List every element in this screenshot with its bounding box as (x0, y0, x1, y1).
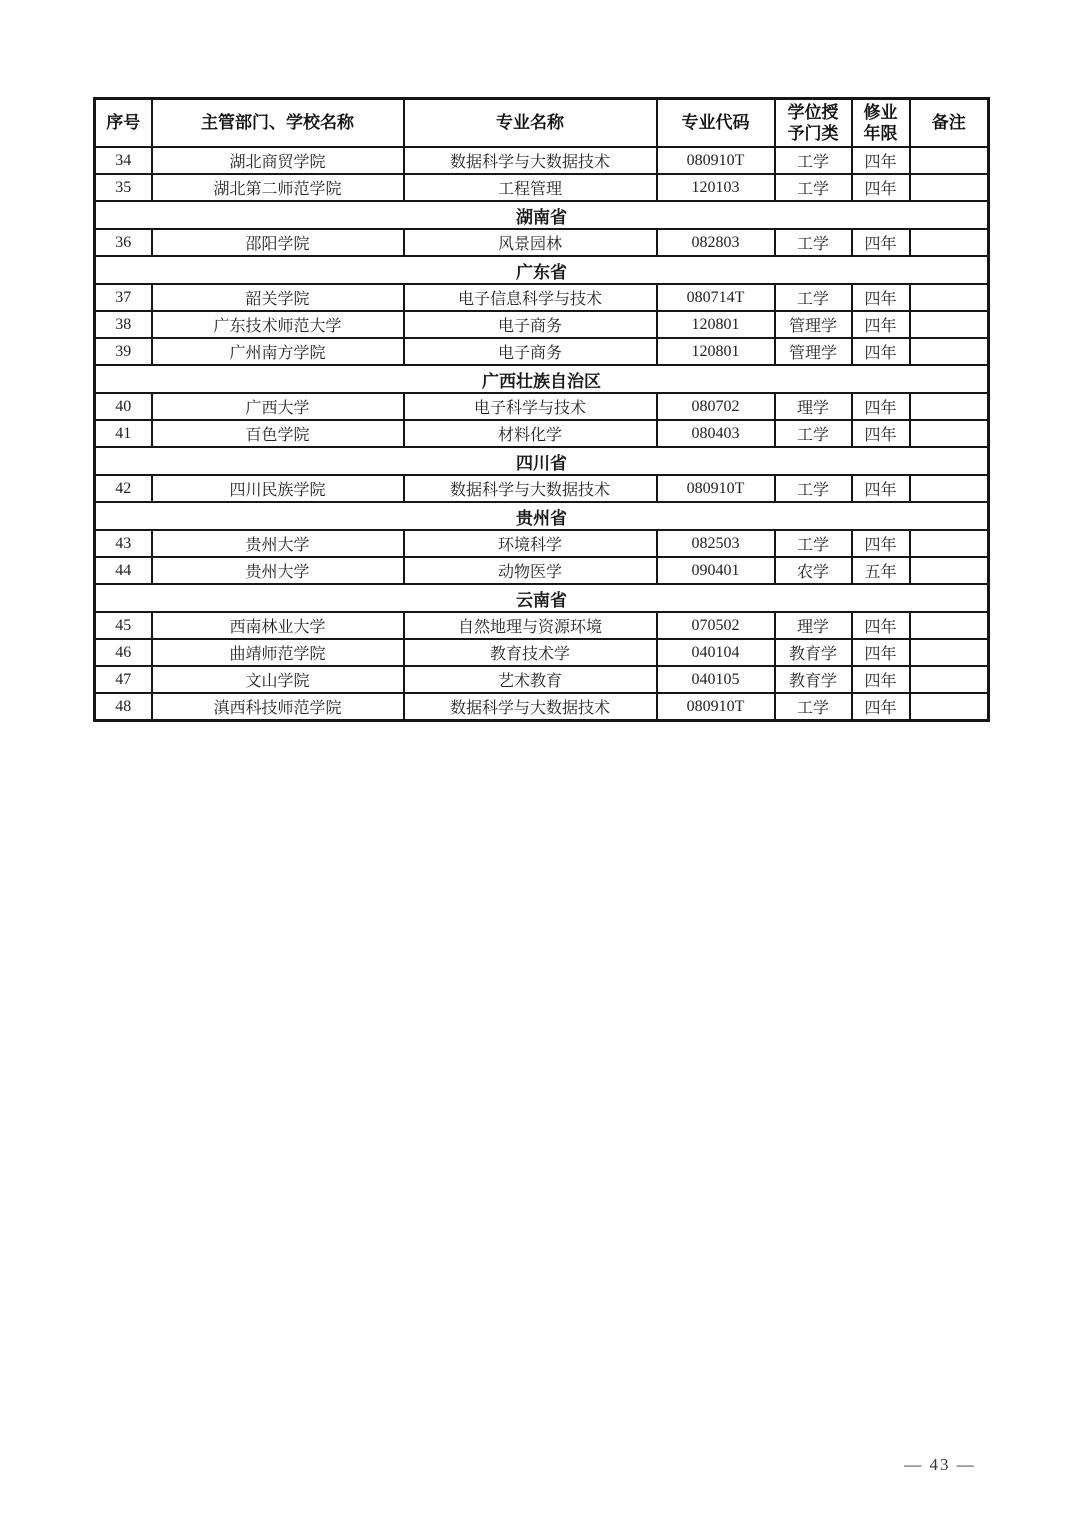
header-cell-note (910, 99, 989, 148)
cell-years: 四年 (852, 612, 910, 639)
cell-major: 材料化学 (404, 420, 657, 447)
header-label: 专业名称 (496, 113, 564, 133)
cell-note (910, 229, 989, 256)
cell-years: 四年 (852, 174, 910, 201)
table-row (95, 284, 989, 311)
table-row (95, 475, 989, 502)
table-row (95, 174, 989, 201)
header-cell-no (95, 99, 152, 148)
cell-code: 080403 (657, 420, 775, 447)
cell-degree: 农学 (775, 557, 852, 584)
cell-code: 040104 (657, 639, 775, 666)
section-row (95, 365, 989, 393)
cell-no: 38 (95, 311, 152, 338)
cell-years: 四年 (852, 393, 910, 420)
header-label: 主管部门、学校名称 (201, 113, 354, 133)
cell-degree: 教育学 (775, 639, 852, 666)
section-row (95, 447, 989, 475)
cell-years: 四年 (852, 229, 910, 256)
cell-no: 42 (95, 475, 152, 502)
cell-major: 自然地理与资源环境 (404, 612, 657, 639)
cell-years: 四年 (852, 693, 910, 721)
table-row (95, 557, 989, 584)
cell-years: 五年 (852, 557, 910, 584)
cell-note (910, 639, 989, 666)
table-header (95, 99, 989, 148)
cell-code: 040105 (657, 666, 775, 693)
cell-major: 艺术教育 (404, 666, 657, 693)
cell-years: 四年 (852, 530, 910, 557)
cell-years: 四年 (852, 666, 910, 693)
cell-degree: 工学 (775, 147, 852, 174)
header-cell-code (657, 99, 775, 148)
header-row (95, 99, 989, 148)
table-row (95, 147, 989, 174)
section-row (95, 256, 989, 284)
table-row (95, 666, 989, 693)
cell-school: 广东技术师范大学 (152, 311, 404, 338)
header-cell-years: 修业 年限 (852, 99, 910, 148)
cell-degree: 管理学 (775, 311, 852, 338)
table-row (95, 311, 989, 338)
cell-no: 35 (95, 174, 152, 201)
cell-school: 邵阳学院 (152, 229, 404, 256)
cell-degree: 工学 (775, 284, 852, 311)
header-label: 修业 (863, 102, 898, 122)
table-row (95, 693, 989, 721)
cell-no: 46 (95, 639, 152, 666)
cell-no: 34 (95, 147, 152, 174)
cell-school: 广州南方学院 (152, 338, 404, 365)
cell-no: 48 (95, 693, 152, 721)
cell-school: 滇西科技师范学院 (152, 693, 404, 721)
cell-major: 环境科学 (404, 530, 657, 557)
cell-major: 电子科学与技术 (404, 393, 657, 420)
cell-code: 082503 (657, 530, 775, 557)
cell-code: 090401 (657, 557, 775, 584)
cell-no: 36 (95, 229, 152, 256)
cell-code: 080910T (657, 147, 775, 174)
header-label: 学位授 (787, 102, 839, 122)
cell-note (910, 557, 989, 584)
cell-major: 数据科学与大数据技术 (404, 475, 657, 502)
cell-years: 四年 (852, 311, 910, 338)
majors-table (93, 97, 990, 722)
cell-no: 47 (95, 666, 152, 693)
cell-major: 数据科学与大数据技术 (404, 147, 657, 174)
section-label: 云南省 (95, 584, 989, 612)
cell-no: 41 (95, 420, 152, 447)
header-cell-school (152, 99, 404, 148)
cell-no: 39 (95, 338, 152, 365)
cell-degree: 工学 (775, 693, 852, 721)
cell-years: 四年 (852, 284, 910, 311)
header-label: 序号 (106, 113, 141, 133)
cell-school: 百色学院 (152, 420, 404, 447)
header-cell-degree: 学位授 予门类 (775, 99, 852, 148)
cell-note (910, 174, 989, 201)
cell-major: 电子商务 (404, 311, 657, 338)
cell-code: 080910T (657, 693, 775, 721)
cell-years: 四年 (852, 475, 910, 502)
cell-degree: 工学 (775, 174, 852, 201)
cell-major: 动物医学 (404, 557, 657, 584)
cell-degree: 工学 (775, 229, 852, 256)
table-row (95, 639, 989, 666)
section-label: 广东省 (95, 256, 989, 284)
cell-note (910, 147, 989, 174)
cell-degree: 工学 (775, 420, 852, 447)
cell-code: 080702 (657, 393, 775, 420)
cell-degree: 工学 (775, 530, 852, 557)
table-body (95, 147, 989, 721)
cell-years: 四年 (852, 147, 910, 174)
table-row (95, 229, 989, 256)
cell-code: 082803 (657, 229, 775, 256)
cell-school: 湖北商贸学院 (152, 147, 404, 174)
cell-no: 37 (95, 284, 152, 311)
cell-school: 贵州大学 (152, 530, 404, 557)
header-label: 专业代码 (681, 113, 750, 133)
cell-note (910, 666, 989, 693)
header-cell-major (404, 99, 657, 148)
cell-code: 080714T (657, 284, 775, 311)
section-label: 贵州省 (95, 502, 989, 530)
cell-code: 120103 (657, 174, 775, 201)
section-label: 四川省 (95, 447, 989, 475)
table-row (95, 420, 989, 447)
cell-no: 40 (95, 393, 152, 420)
table-row (95, 530, 989, 557)
cell-note (910, 612, 989, 639)
section-row (95, 502, 989, 530)
cell-note (910, 420, 989, 447)
cell-school: 贵州大学 (152, 557, 404, 584)
cell-school: 四川民族学院 (152, 475, 404, 502)
cell-note (910, 530, 989, 557)
cell-major: 电子信息科学与技术 (404, 284, 657, 311)
cell-major: 电子商务 (404, 338, 657, 365)
cell-school: 曲靖师范学院 (152, 639, 404, 666)
table-row (95, 338, 989, 365)
cell-no: 44 (95, 557, 152, 584)
cell-degree: 管理学 (775, 338, 852, 365)
cell-degree: 理学 (775, 393, 852, 420)
cell-school: 广西大学 (152, 393, 404, 420)
cell-school: 文山学院 (152, 666, 404, 693)
table-row (95, 612, 989, 639)
section-label: 湖南省 (95, 201, 989, 229)
cell-no: 45 (95, 612, 152, 639)
cell-code: 120801 (657, 338, 775, 365)
cell-major: 工程管理 (404, 174, 657, 201)
cell-code: 080910T (657, 475, 775, 502)
cell-note (910, 393, 989, 420)
cell-school: 西南林业大学 (152, 612, 404, 639)
cell-note (910, 338, 989, 365)
cell-degree: 教育学 (775, 666, 852, 693)
cell-code: 070502 (657, 612, 775, 639)
section-label: 广西壮族自治区 (95, 365, 989, 393)
cell-school: 韶关学院 (152, 284, 404, 311)
cell-school: 湖北第二师范学院 (152, 174, 404, 201)
cell-no: 43 (95, 530, 152, 557)
table-row (95, 393, 989, 420)
page-number: — 43 — (904, 1455, 976, 1474)
cell-degree: 工学 (775, 475, 852, 502)
cell-note (910, 475, 989, 502)
cell-years: 四年 (852, 639, 910, 666)
cell-years: 四年 (852, 420, 910, 447)
header-label: 备注 (931, 113, 966, 133)
cell-code: 120801 (657, 311, 775, 338)
section-row (95, 201, 989, 229)
cell-note (910, 311, 989, 338)
cell-major: 教育技术学 (404, 639, 657, 666)
cell-major: 风景园林 (404, 229, 657, 256)
cell-degree: 理学 (775, 612, 852, 639)
cell-years: 四年 (852, 338, 910, 365)
cell-note (910, 693, 989, 721)
cell-note (910, 284, 989, 311)
cell-major: 数据科学与大数据技术 (404, 693, 657, 721)
section-row (95, 584, 989, 612)
